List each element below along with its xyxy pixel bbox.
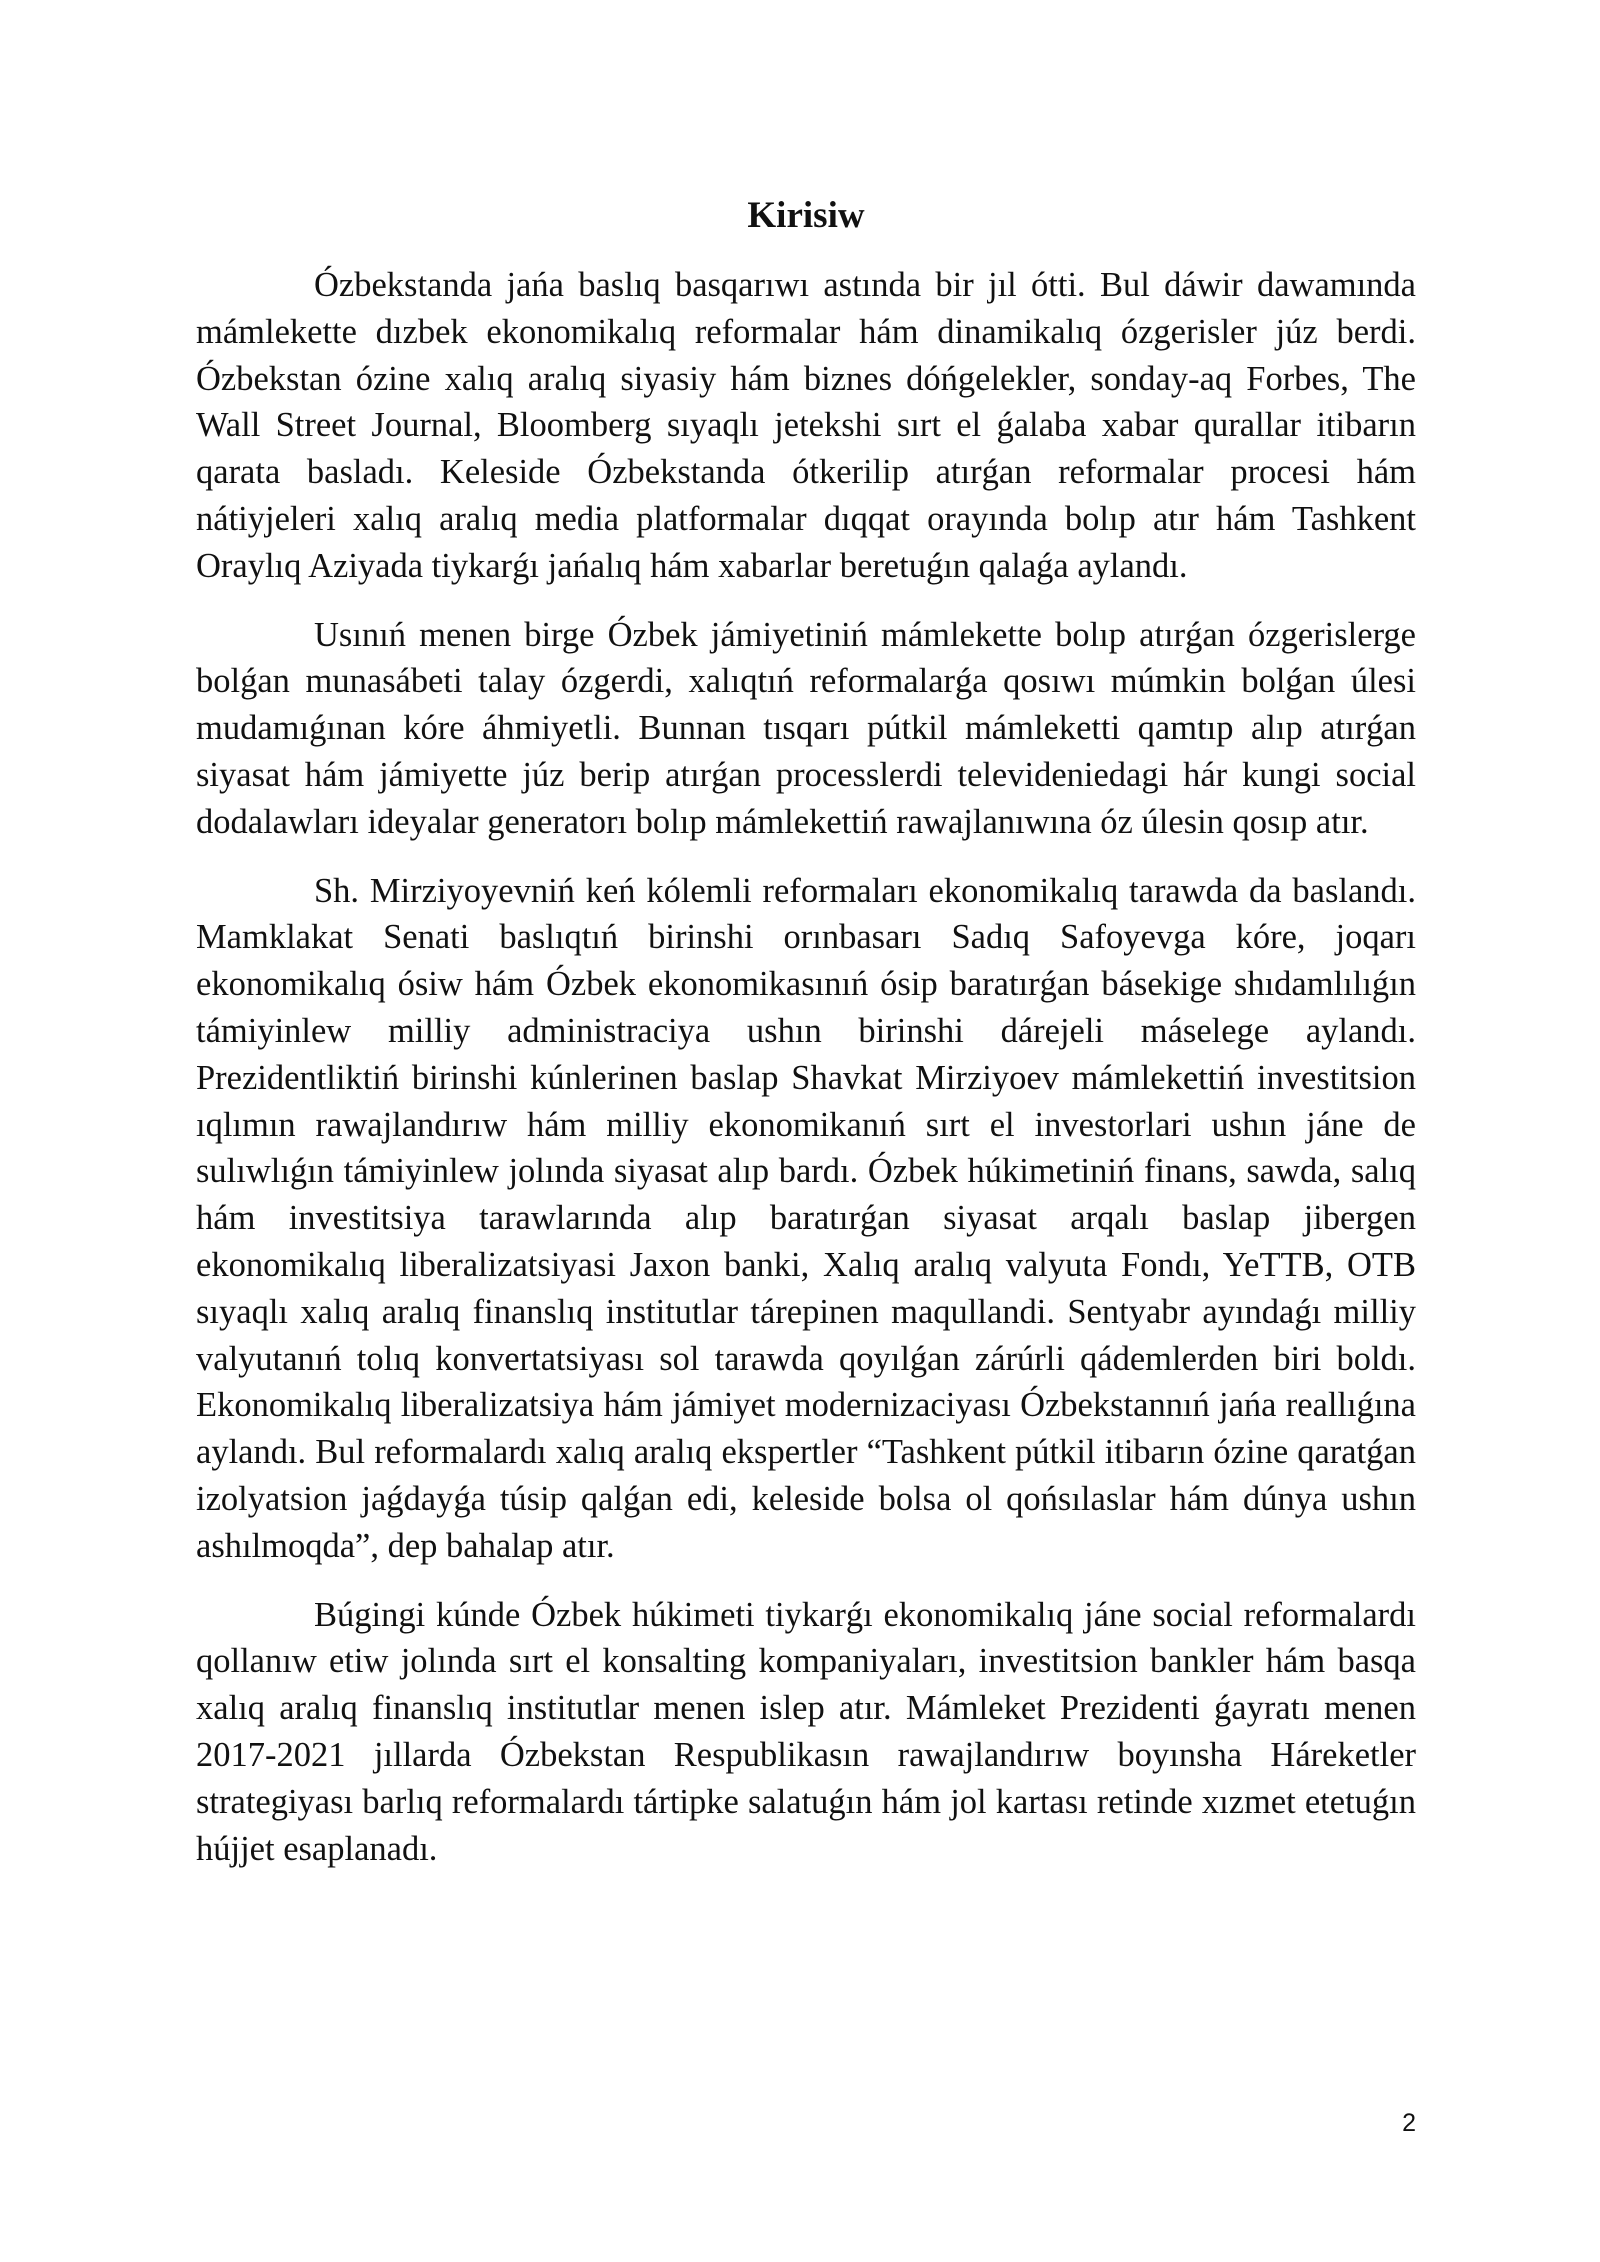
paragraph-1: Ózbekstanda jańa baslıq basqarıwı astında bir jıl ótti. Bul dáwir dawamında mámlekette dızbek ekonomikalıq reformalar hám dinamikalıq ózgerisler júz berdi. Ózbekstan ózine xalıq aralıq siyasiy hám biznes dóńgelekler, sonday-aq Forbes, The Wall Street Journal, Bloomberg sıyaqlı jetekshi sırt el ǵalaba xabar qurallar itibarın qarata basladı. Keleside Ózbekstanda ótkerilip atırǵan reformalar procesi hám nátiyjeleri xalıq aralıq media platformalar dıqqat orayında bolıp atır hám Tashkent Oraylıq Aziyada tiykarǵı jańalıq hám xabarlar beretuǵın qalaǵa aylandı. [196,266,1416,585]
page-title: Kirisiw [747,195,865,236]
paragraph-3: Sh. Mirziyoyevniń keń kólemli reformaları ekonomikalıq tarawda da baslandı. Mamklakat Senati baslıqtıń birinshi orınbasarı Sadıq Safoyevga kóre, joqarı ekonomikalıq ósiw hám Ózbek ekonomikasınıń ósip baratırǵan básekige shıdamlılıǵın támiyinlew milliy administraciya ushın birinshi dárejeli máselege aylandı. Prezidentliktiń birinshi kúnlerinen baslap Shavkat Mirziyoev mámlekettiń investitsion ıqlımın rawajlandırıw hám milliy ekonomikanıń sırt el investorlari ushın jáne de sulıwlıǵın támiyinlew jolında siyasat alıp bardı. Ózbek húkimetiniń finans, sawda, salıq hám investitsiya tarawlarında alıp baratırǵan siyasat arqalı baslap jibergen ekonomikalıq liberalizatsiyasi Jaxon banki, Xalıq aralıq valyuta Fondı, YeTTB, OTB sıyaqlı xalıq aralıq finanslıq institutlar tárepinen maqullandi. Sentyabr ayındaǵı milliy valyutanıń tolıq konvertatsiyası sol tarawda qoyılǵan zárúrli qádemlerden biri boldı. Ekonomikalıq liberalizatsiya hám jámiyet modernizaciyası Ózbekstannıń jańa reallıǵına aylandı. Bul reformalardı xalıq aralıq ekspertler “Tashkent pútkil itibarın ózine qaratǵan izolyatsion jaǵdayǵa túsip qalǵan edi, keleside bolsa ol qońsılaslar hám dúnya ushın ashılmoqda”, dep bahalap atır. [196,871,1416,1565]
body-text [196,262,1416,1894]
paragraph-4: Búgingi kúnde Ózbek húkimeti tiykarǵı ekonomikalıq jáne social reformalardı qollanıw etiw jolında sırt el konsalting kompaniyaları, investitsion bankler hám basqa xalıq aralıq finanslıq institutlar menen islep atır. Mámleket Prezidenti ǵayratı menen 2017-2021 jıllarda Ózbekstan Respublikasın rawajlandırıw boyınsha Háreketler strategiyası barlıq reformalardı tártipke salatuǵın hám jol kartası retinde xızmet etetuǵın hújjet esaplanadı. [196,1595,1416,1868]
page-number: 2 [1402,2109,1416,2137]
paragraph-2: Usınıń menen birge Ózbek jámiyetiniń mámlekette bolıp atırǵan ózgerislerge bolǵan munasábeti talay ózgerdi, xalıqtıń reformalarǵa qosıwı múmkin bolǵan úlesi mudamıǵınan kóre áhmiyetli. Bunnan tısqarı pútkil mámleketti qamtıp alıp atırǵan siyasat hám jámiyette júz berip atırǵan processlerdi televideniedagi hár kungi social dodalawları ideyalar generatorı bolıp mámlekettiń rawajlanıwına óz úlesin qosıp atır. [196,615,1416,841]
